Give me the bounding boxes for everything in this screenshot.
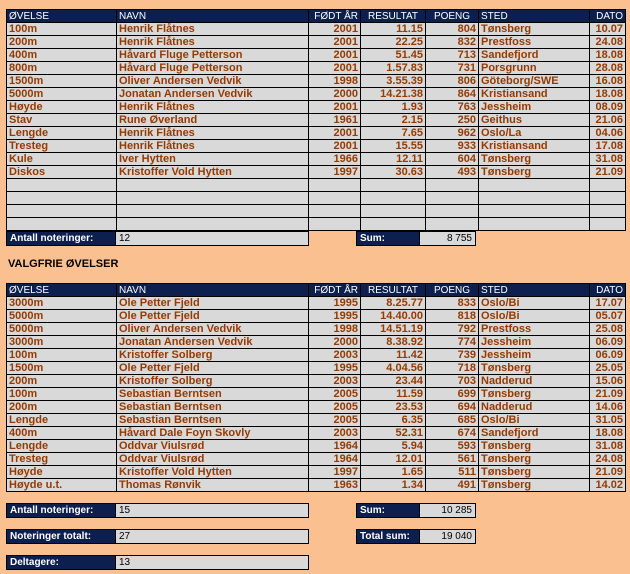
cell-navn[interactable]: Oliver Andersen Vedvik (117, 323, 309, 336)
cell-dato[interactable]: 08.09 (590, 101, 626, 114)
cell-sted[interactable]: Kristiansand (479, 140, 590, 153)
cell-dato[interactable]: 10.07 (590, 23, 626, 36)
cell-navn[interactable]: Kristoffer Solberg (117, 375, 309, 388)
cell-resultat[interactable]: 30.63 (361, 166, 426, 179)
cell-dato[interactable]: 04.06 (590, 127, 626, 140)
cell-dato[interactable]: 05.07 (590, 310, 626, 323)
cell-sted[interactable]: Tønsberg (479, 440, 590, 453)
cell-poeng[interactable]: 739 (426, 349, 479, 362)
cell-dato[interactable] (590, 205, 626, 218)
cell-dato[interactable]: 28.08 (590, 62, 626, 75)
cell-resultat[interactable]: 14.51.19 (361, 323, 426, 336)
cell-navn[interactable] (117, 218, 309, 231)
optional-results-table (6, 283, 626, 492)
table-row (7, 427, 626, 440)
table-row (7, 297, 626, 310)
col-header-ovelse[interactable]: ØVELSE (7, 10, 117, 23)
cell-sted[interactable]: Nadderud (479, 401, 590, 414)
cell-fodtar[interactable]: 1995 (309, 297, 361, 310)
table-row (7, 166, 626, 179)
cell-ovelse[interactable] (7, 192, 117, 205)
main-sum-box (356, 231, 476, 246)
cell-resultat[interactable]: 52.31 (361, 427, 426, 440)
cell-sted[interactable]: Prestfoss (479, 323, 590, 336)
cell-poeng[interactable]: 818 (426, 310, 479, 323)
cell-poeng[interactable]: 561 (426, 453, 479, 466)
cell-sted[interactable]: Kristiansand (479, 88, 590, 101)
table-row (7, 127, 626, 140)
cell-sted[interactable]: Oslo/La (479, 127, 590, 140)
optional-count-label: Antall noteringer: (7, 504, 115, 517)
cell-poeng[interactable]: 593 (426, 440, 479, 453)
cell-sted[interactable]: Tønsberg (479, 479, 590, 492)
cell-resultat[interactable]: 11.15 (361, 23, 426, 36)
cell-fodtar[interactable]: 2005 (309, 414, 361, 427)
table-row (7, 114, 626, 127)
cell-dato[interactable]: 21.09 (590, 388, 626, 401)
cell-sted[interactable]: Oslo/Bi (479, 310, 590, 323)
opt-col-header-dato[interactable]: DATO (590, 284, 626, 297)
cell-fodtar[interactable] (309, 218, 361, 231)
cell-fodtar[interactable]: 1998 (309, 323, 361, 336)
cell-fodtar[interactable] (309, 205, 361, 218)
cell-navn[interactable]: Thomas Rønvik (117, 479, 309, 492)
cell-navn[interactable]: Henrik Flåtnes (117, 127, 309, 140)
cell-sted[interactable]: Sandefjord (479, 427, 590, 440)
cell-sted[interactable]: Geithus (479, 114, 590, 127)
cell-resultat[interactable]: 22.25 (361, 36, 426, 49)
cell-fodtar[interactable]: 2001 (309, 62, 361, 75)
cell-ovelse[interactable] (7, 205, 117, 218)
table-row (7, 336, 626, 349)
opt-col-header-fodtar[interactable]: FØDT ÅR (309, 284, 361, 297)
notes-total-label: Noteringer totalt: (7, 530, 115, 543)
cell-ovelse[interactable] (7, 179, 117, 192)
cell-dato[interactable]: 16.08 (590, 75, 626, 88)
opt-col-header-resultat[interactable]: RESULTAT (361, 284, 426, 297)
cell-ovelse[interactable]: Lengde (7, 127, 117, 140)
cell-poeng[interactable]: 763 (426, 101, 479, 114)
cell-sted[interactable]: Oslo/Bi (479, 414, 590, 427)
cell-poeng[interactable]: 774 (426, 336, 479, 349)
cell-sted[interactable]: Sandefjord (479, 49, 590, 62)
cell-fodtar[interactable]: 2003 (309, 427, 361, 440)
cell-ovelse[interactable]: 5000m (7, 310, 117, 323)
cell-ovelse[interactable]: 5000m (7, 323, 117, 336)
cell-navn[interactable]: Håvard Dale Foyn Skovly (117, 427, 309, 440)
cell-poeng[interactable]: 250 (426, 114, 479, 127)
cell-poeng[interactable] (426, 192, 479, 205)
cell-fodtar[interactable]: 2001 (309, 127, 361, 140)
cell-fodtar[interactable]: 2003 (309, 349, 361, 362)
cell-dato[interactable]: 25.08 (590, 323, 626, 336)
cell-poeng[interactable] (426, 205, 479, 218)
opt-col-header-poeng[interactable]: POENG (426, 284, 479, 297)
cell-poeng[interactable]: 699 (426, 388, 479, 401)
cell-sted[interactable]: Tønsberg (479, 362, 590, 375)
cell-fodtar[interactable]: 2005 (309, 388, 361, 401)
cell-navn[interactable]: Oliver Andersen Vedvik (117, 75, 309, 88)
cell-navn[interactable]: Oddvar Viulsrød (117, 453, 309, 466)
opt-col-header-ovelse[interactable]: ØVELSE (7, 284, 117, 297)
cell-dato[interactable] (590, 218, 626, 231)
col-header-dato[interactable]: DATO (590, 10, 626, 23)
cell-sted[interactable]: Tønsberg (479, 388, 590, 401)
cell-fodtar[interactable]: 2001 (309, 49, 361, 62)
cell-ovelse[interactable]: 1500m (7, 75, 117, 88)
cell-ovelse[interactable]: Diskos (7, 166, 117, 179)
table-row (7, 62, 626, 75)
cell-fodtar[interactable]: 2005 (309, 401, 361, 414)
cell-fodtar[interactable]: 1997 (309, 466, 361, 479)
cell-fodtar[interactable]: 2001 (309, 101, 361, 114)
cell-dato[interactable]: 21.09 (590, 166, 626, 179)
cell-resultat[interactable] (361, 218, 426, 231)
main-sum-label: Sum: (357, 232, 419, 245)
cell-sted[interactable]: Jessheim (479, 336, 590, 349)
table-row (7, 205, 626, 218)
cell-navn[interactable]: Håvard Fluge Petterson (117, 49, 309, 62)
cell-dato[interactable]: 14.02 (590, 479, 626, 492)
cell-resultat[interactable]: 6.35 (361, 414, 426, 427)
notes-total-value[interactable]: 27 (115, 530, 308, 543)
cell-ovelse[interactable]: Høyde u.t. (7, 479, 117, 492)
table-row (7, 88, 626, 101)
cell-sted[interactable]: Tønsberg (479, 453, 590, 466)
cell-ovelse[interactable]: 100m (7, 23, 117, 36)
table-row (7, 453, 626, 466)
cell-poeng[interactable]: 864 (426, 88, 479, 101)
cell-dato[interactable]: 21.09 (590, 466, 626, 479)
cell-ovelse[interactable]: 400m (7, 49, 117, 62)
cell-navn[interactable] (117, 192, 309, 205)
cell-fodtar[interactable]: 1964 (309, 440, 361, 453)
table-row (7, 401, 626, 414)
cell-resultat[interactable]: 23.53 (361, 401, 426, 414)
cell-sted[interactable]: Nadderud (479, 375, 590, 388)
cell-sted[interactable]: Tønsberg (479, 153, 590, 166)
cell-fodtar[interactable] (309, 179, 361, 192)
cell-ovelse[interactable]: 200m (7, 375, 117, 388)
total-sum-value[interactable]: 19 040 (419, 530, 475, 543)
cell-sted[interactable]: Prestfoss (479, 36, 590, 49)
total-sum-label: Total sum: (357, 530, 419, 543)
cell-poeng[interactable]: 703 (426, 375, 479, 388)
cell-ovelse[interactable]: Lengde (7, 414, 117, 427)
participants-label: Deltagere: (7, 556, 115, 569)
cell-dato[interactable] (590, 179, 626, 192)
cell-resultat[interactable]: 1.65 (361, 466, 426, 479)
notes-total-box (6, 529, 309, 544)
cell-poeng[interactable]: 806 (426, 75, 479, 88)
cell-dato[interactable]: 31.08 (590, 440, 626, 453)
cell-fodtar[interactable]: 2001 (309, 140, 361, 153)
cell-resultat[interactable]: 12.11 (361, 153, 426, 166)
cell-navn[interactable]: Sebastian Berntsen (117, 414, 309, 427)
cell-ovelse[interactable]: 100m (7, 388, 117, 401)
cell-poeng[interactable]: 718 (426, 362, 479, 375)
cell-resultat[interactable]: 1.34 (361, 479, 426, 492)
cell-sted[interactable]: Porsgrunn (479, 62, 590, 75)
table-row (7, 179, 626, 192)
cell-resultat[interactable]: 3.55.39 (361, 75, 426, 88)
col-header-fodtar[interactable]: FØDT ÅR (309, 10, 361, 23)
cell-resultat[interactable]: 4.04.56 (361, 362, 426, 375)
participants-value[interactable]: 13 (115, 556, 308, 569)
cell-navn[interactable]: Oddvar Viulsrød (117, 440, 309, 453)
table-row (7, 23, 626, 36)
cell-resultat[interactable] (361, 205, 426, 218)
cell-poeng[interactable]: 491 (426, 479, 479, 492)
cell-dato[interactable]: 31.08 (590, 153, 626, 166)
cell-poeng[interactable]: 493 (426, 166, 479, 179)
cell-resultat[interactable]: 14.40.00 (361, 310, 426, 323)
cell-resultat[interactable]: 11.59 (361, 388, 426, 401)
cell-navn[interactable]: Henrik Flåtnes (117, 101, 309, 114)
col-header-sted[interactable]: STED (479, 10, 590, 23)
cell-dato[interactable]: 06.09 (590, 349, 626, 362)
cell-resultat[interactable]: 23.44 (361, 375, 426, 388)
cell-navn[interactable]: Henrik Flåtnes (117, 23, 309, 36)
table-row (7, 36, 626, 49)
cell-fodtar[interactable] (309, 192, 361, 205)
cell-ovelse[interactable] (7, 218, 117, 231)
cell-poeng[interactable]: 731 (426, 62, 479, 75)
cell-sted[interactable]: Jessheim (479, 101, 590, 114)
main-header-row (7, 10, 626, 23)
cell-resultat[interactable] (361, 179, 426, 192)
main-sum-value[interactable]: 8 755 (419, 232, 475, 245)
cell-dato[interactable]: 24.08 (590, 36, 626, 49)
cell-fodtar[interactable]: 1966 (309, 153, 361, 166)
table-row (7, 388, 626, 401)
cell-fodtar[interactable]: 2000 (309, 336, 361, 349)
participants-box (6, 555, 309, 570)
opt-col-header-navn[interactable]: NAVN (117, 284, 309, 297)
cell-poeng[interactable]: 933 (426, 140, 479, 153)
cell-ovelse[interactable]: 1500m (7, 362, 117, 375)
cell-ovelse[interactable]: Kule (7, 153, 117, 166)
cell-poeng[interactable]: 694 (426, 401, 479, 414)
cell-poeng[interactable]: 792 (426, 323, 479, 336)
cell-poeng[interactable] (426, 179, 479, 192)
cell-resultat[interactable]: 1.57.83 (361, 62, 426, 75)
cell-fodtar[interactable]: 1964 (309, 453, 361, 466)
table-row (7, 153, 626, 166)
main-count-box (6, 231, 309, 246)
cell-dato[interactable]: 24.08 (590, 453, 626, 466)
cell-dato[interactable]: 18.08 (590, 88, 626, 101)
col-header-navn[interactable]: NAVN (117, 10, 309, 23)
cell-poeng[interactable] (426, 218, 479, 231)
cell-ovelse[interactable]: 200m (7, 36, 117, 49)
cell-resultat[interactable]: 11.42 (361, 349, 426, 362)
opt-col-header-sted[interactable]: STED (479, 284, 590, 297)
cell-sted[interactable]: Tønsberg (479, 23, 590, 36)
cell-ovelse[interactable]: Tresteg (7, 453, 117, 466)
main-results-table (6, 9, 626, 231)
cell-resultat[interactable]: 14.21.38 (361, 88, 426, 101)
cell-navn[interactable]: Jonatan Andersen Vedvik (117, 88, 309, 101)
cell-poeng[interactable]: 685 (426, 414, 479, 427)
cell-ovelse[interactable]: 200m (7, 401, 117, 414)
cell-poeng[interactable]: 804 (426, 23, 479, 36)
cell-navn[interactable]: Iver Hytten (117, 153, 309, 166)
table-row (7, 49, 626, 62)
cell-fodtar[interactable]: 2001 (309, 23, 361, 36)
cell-poeng[interactable]: 832 (426, 36, 479, 49)
optional-count-value[interactable]: 15 (115, 504, 308, 517)
cell-resultat[interactable]: 15.55 (361, 140, 426, 153)
col-header-resultat[interactable]: RESULTAT (361, 10, 426, 23)
cell-sted[interactable]: Tønsberg (479, 166, 590, 179)
cell-sted[interactable] (479, 205, 590, 218)
cell-navn[interactable]: Kristoffer Vold Hytten (117, 166, 309, 179)
cell-navn[interactable]: Håvard Fluge Petterson (117, 62, 309, 75)
cell-ovelse[interactable]: 3000m (7, 336, 117, 349)
cell-resultat[interactable]: 5.94 (361, 440, 426, 453)
cell-fodtar[interactable]: 1995 (309, 310, 361, 323)
cell-sted[interactable] (479, 179, 590, 192)
cell-poeng[interactable]: 962 (426, 127, 479, 140)
table-row (7, 479, 626, 492)
table-row (7, 349, 626, 362)
cell-navn[interactable]: Henrik Flåtnes (117, 36, 309, 49)
cell-ovelse[interactable]: 3000m (7, 297, 117, 310)
table-row (7, 362, 626, 375)
cell-poeng[interactable]: 833 (426, 297, 479, 310)
cell-navn[interactable] (117, 179, 309, 192)
main-table-body (7, 23, 626, 231)
cell-resultat[interactable]: 8.38.92 (361, 336, 426, 349)
main-count-label: Antall noteringer: (7, 232, 115, 245)
cell-navn[interactable]: Sebastian Berntsen (117, 401, 309, 414)
cell-navn[interactable]: Kristoffer Solberg (117, 349, 309, 362)
cell-ovelse[interactable]: Lengde (7, 440, 117, 453)
table-row (7, 218, 626, 231)
cell-dato[interactable]: 21.06 (590, 114, 626, 127)
cell-ovelse[interactable]: 400m (7, 427, 117, 440)
cell-dato[interactable]: 18.08 (590, 49, 626, 62)
table-row (7, 375, 626, 388)
cell-dato[interactable]: 25.05 (590, 362, 626, 375)
cell-ovelse[interactable]: Høyde (7, 466, 117, 479)
total-sum-box (356, 529, 476, 544)
cell-resultat[interactable]: 1.93 (361, 101, 426, 114)
table-row (7, 75, 626, 88)
cell-sted[interactable]: Tønsberg (479, 466, 590, 479)
cell-fodtar[interactable]: 1995 (309, 362, 361, 375)
cell-resultat[interactable]: 51.45 (361, 49, 426, 62)
cell-navn[interactable]: Sebastian Berntsen (117, 388, 309, 401)
cell-resultat[interactable] (361, 192, 426, 205)
cell-fodtar[interactable]: 1997 (309, 166, 361, 179)
optional-sum-value[interactable]: 10 285 (419, 504, 475, 517)
optional-section-title: VALGFRIE ØVELSER (8, 258, 119, 270)
cell-ovelse[interactable]: Høyde (7, 101, 117, 114)
main-count-value[interactable]: 12 (115, 232, 308, 245)
cell-fodtar[interactable]: 1963 (309, 479, 361, 492)
table-row (7, 466, 626, 479)
cell-navn[interactable]: Ole Petter Fjeld (117, 310, 309, 323)
cell-dato[interactable]: 14.06 (590, 401, 626, 414)
optional-count-box (6, 503, 309, 518)
cell-fodtar[interactable]: 1998 (309, 75, 361, 88)
table-row (7, 140, 626, 153)
cell-sted[interactable]: Jessheim (479, 349, 590, 362)
cell-dato[interactable] (590, 192, 626, 205)
cell-sted[interactable] (479, 192, 590, 205)
optional-sum-label: Sum: (357, 504, 419, 517)
cell-fodtar[interactable]: 2000 (309, 88, 361, 101)
table-row (7, 323, 626, 336)
cell-fodtar[interactable]: 2003 (309, 375, 361, 388)
table-row (7, 101, 626, 114)
cell-resultat[interactable]: 8.25.77 (361, 297, 426, 310)
table-row (7, 440, 626, 453)
cell-dato[interactable]: 31.05 (590, 414, 626, 427)
cell-navn[interactable]: Jonatan Andersen Vedvik (117, 336, 309, 349)
cell-navn[interactable]: Ole Petter Fjeld (117, 362, 309, 375)
table-row (7, 192, 626, 205)
cell-navn[interactable]: Ole Petter Fjeld (117, 297, 309, 310)
cell-navn[interactable]: Kristoffer Vold Hytten (117, 466, 309, 479)
table-row (7, 310, 626, 323)
cell-poeng[interactable]: 674 (426, 427, 479, 440)
cell-navn[interactable] (117, 205, 309, 218)
cell-dato[interactable]: 06.09 (590, 336, 626, 349)
table-row (7, 414, 626, 427)
optional-header-row (7, 284, 626, 297)
cell-dato[interactable]: 17.07 (590, 297, 626, 310)
cell-dato[interactable]: 15.06 (590, 375, 626, 388)
cell-dato[interactable]: 18.08 (590, 427, 626, 440)
cell-sted[interactable] (479, 218, 590, 231)
cell-fodtar[interactable]: 2001 (309, 36, 361, 49)
cell-poeng[interactable]: 604 (426, 153, 479, 166)
col-header-poeng[interactable]: POENG (426, 10, 479, 23)
cell-poeng[interactable]: 713 (426, 49, 479, 62)
cell-resultat[interactable]: 7.65 (361, 127, 426, 140)
cell-resultat[interactable]: 2.15 (361, 114, 426, 127)
cell-ovelse[interactable]: 100m (7, 349, 117, 362)
cell-ovelse[interactable]: 800m (7, 62, 117, 75)
cell-resultat[interactable]: 12.01 (361, 453, 426, 466)
cell-sted[interactable]: Göteborg/SWE (479, 75, 590, 88)
cell-poeng[interactable]: 511 (426, 466, 479, 479)
cell-ovelse[interactable]: Stav (7, 114, 117, 127)
cell-sted[interactable]: Oslo/Bi (479, 297, 590, 310)
optional-sum-box (356, 503, 476, 518)
cell-navn[interactable]: Rune Øverland (117, 114, 309, 127)
cell-dato[interactable]: 17.08 (590, 140, 626, 153)
cell-ovelse[interactable]: 5000m (7, 88, 117, 101)
cell-fodtar[interactable]: 1961 (309, 114, 361, 127)
cell-navn[interactable]: Henrik Flåtnes (117, 140, 309, 153)
optional-table-body (7, 297, 626, 492)
cell-ovelse[interactable]: Tresteg (7, 140, 117, 153)
